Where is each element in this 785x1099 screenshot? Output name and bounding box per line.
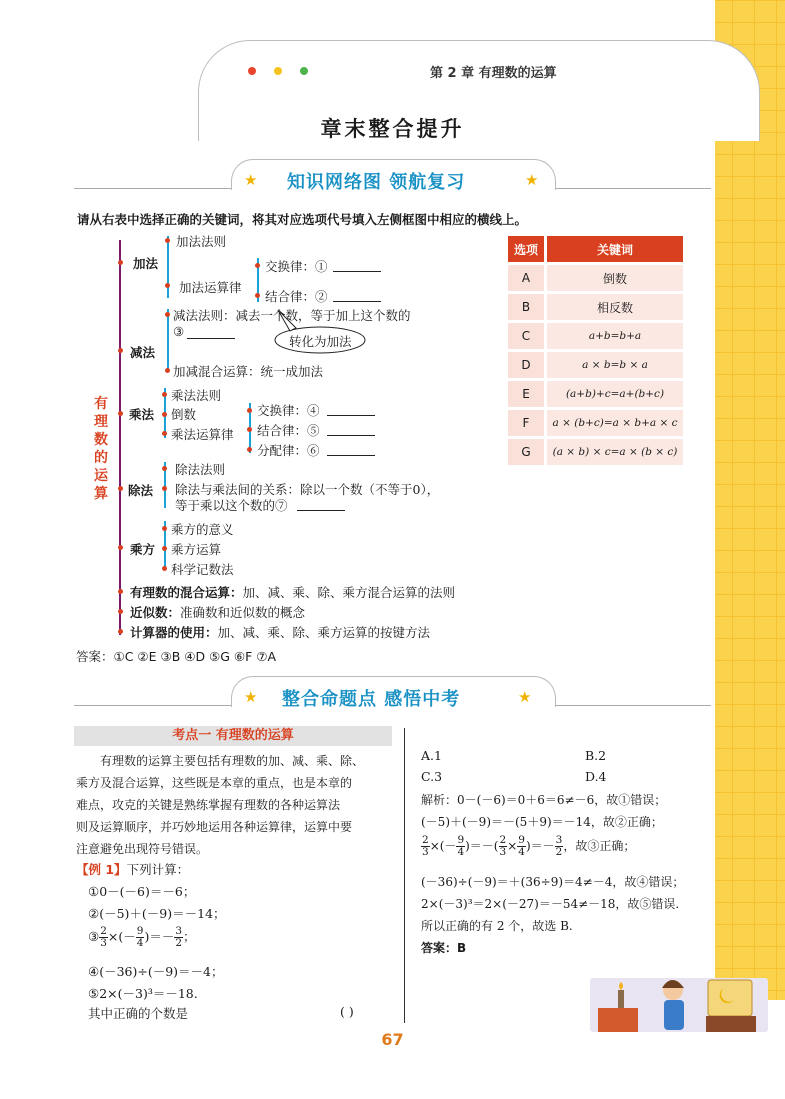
pow-op: 乘方运算 — [171, 542, 222, 557]
bullet-dot — [162, 546, 167, 551]
add-laws: 加法运算律 — [179, 280, 242, 295]
mul-assoc: 结合律：⑤ — [257, 423, 320, 438]
div-rule: 除法法则 — [175, 462, 226, 477]
tree-trunk-line — [119, 240, 121, 635]
table-cell: B — [508, 294, 544, 320]
red-dot-icon — [248, 67, 256, 75]
table-row — [508, 265, 683, 291]
table-row — [508, 410, 683, 436]
trunk-node — [118, 589, 123, 594]
sub-label: 减法 — [130, 345, 156, 360]
option-c[interactable]: C.3 — [421, 769, 443, 784]
solution-line-4: (－36)÷(－9)＝＋(36÷9)＝4≠－4，故④错误； — [421, 875, 685, 889]
bullet-dot — [162, 392, 167, 397]
trunk-node — [118, 629, 123, 634]
kaodian-heading: 考点一 有理数的运算 — [74, 726, 392, 746]
blank-5[interactable] — [327, 421, 375, 436]
bullet-dot — [255, 263, 260, 268]
mul-label: 乘法 — [129, 407, 155, 422]
table-cell: 相反数 — [544, 294, 683, 320]
section-rule-left — [74, 705, 232, 706]
bullet-dot — [165, 283, 170, 288]
table-cell: G — [508, 439, 544, 465]
solution-line-6: 所以正确的有 2 个，故选 B. — [421, 919, 573, 933]
bubble-text: 转化为加法 — [289, 334, 352, 349]
bullet-dot — [255, 293, 260, 298]
table-cell: C — [508, 323, 544, 349]
section-rule-left — [74, 188, 232, 189]
bullet-dot — [165, 312, 170, 317]
blank-4[interactable] — [327, 401, 375, 416]
table-cell: 倒数 — [544, 265, 683, 291]
table-cell: a+b=b+a — [544, 323, 683, 349]
question-text: 其中正确的个数是 — [88, 1006, 189, 1021]
yellow-dot-icon — [274, 67, 282, 75]
paragraph-line: 注意避免出现符号错误。 — [76, 842, 209, 856]
paragraph-line: 则及运算顺序，并巧妙地运用各种运算律，运算中要 — [76, 820, 353, 834]
star-icon: ★ — [518, 688, 532, 706]
blank-2[interactable] — [333, 287, 381, 302]
add-rule: 加法法则 — [176, 234, 227, 249]
solution-answer: 答案：B — [421, 941, 467, 955]
page-title: 章末整合提升 — [320, 117, 465, 141]
table-cell: F — [508, 410, 544, 436]
solution-line-1: 解析：0－(－6)＝0＋6＝6≠－6，故①错误； — [421, 793, 667, 807]
section-rule-right — [554, 188, 711, 189]
trunk-node — [118, 411, 123, 416]
trunk-node — [118, 609, 123, 614]
bullet-dot — [247, 427, 252, 432]
mul-rule: 乘法法则 — [171, 388, 222, 403]
trunk-node — [118, 260, 123, 265]
option-d[interactable]: D.4 — [585, 769, 607, 784]
mul-laws: 乘法运算律 — [171, 427, 234, 442]
bullet-dot — [247, 447, 252, 452]
calc-item-1: ①0－(－6)＝－6； — [88, 884, 196, 899]
mul-dist: 分配律：⑥ — [257, 443, 320, 458]
table-header: 关键词 — [544, 236, 683, 262]
root-label: 有 理 数 的 运 算 — [94, 396, 108, 502]
extra-approx: 近似数：准确数和近似数的概念 — [130, 605, 306, 620]
table-row — [508, 294, 683, 320]
trunk-node — [118, 545, 123, 550]
paragraph-line: 难点，攻克的关键是熟练掌握有理数的各种运算法 — [76, 798, 341, 812]
trunk-node — [118, 348, 123, 353]
calc-item-5: ⑤2×(－3)³＝－18. — [88, 986, 198, 1001]
paragraph-line: 有理数的运算主要包括有理数的加、减、乘、除、 — [100, 754, 365, 768]
table-cell: a × (b+c)=a × b+a × c — [544, 410, 683, 436]
section-rule-right — [554, 705, 711, 706]
green-dot-icon — [300, 67, 308, 75]
bullet-dot — [165, 368, 170, 373]
div-label: 除法 — [128, 483, 154, 498]
table-header: 选项 — [508, 236, 544, 262]
star-icon: ★ — [244, 688, 258, 706]
bullet-dot — [247, 408, 252, 413]
solution-line-2: (－5)＋(－9)＝－(5＋9)＝－14，故②正确； — [421, 815, 663, 829]
add-assoc: 结合律：② — [265, 289, 328, 304]
keyword-table — [508, 233, 683, 468]
option-b[interactable]: B.2 — [585, 748, 607, 763]
sub-rule-blank: ③ — [173, 324, 185, 339]
instruction-text: 请从右表中选择正确的关键词，将其对应选项代号填入左侧框图中相应的横线上。 — [77, 212, 528, 227]
sub-mixed: 加减混合运算：统一成加法 — [173, 364, 324, 379]
blank-7[interactable] — [297, 496, 345, 511]
paragraph-line: 乘方及混合运算，这些既是本章的重点，也是本章的 — [76, 776, 353, 790]
blank-3[interactable] — [187, 324, 235, 339]
sub-rule: 减法法则：减去一个数，等于加上这个数的 — [173, 308, 411, 323]
table-cell: (a × b) × c=a × (b × c) — [544, 439, 683, 465]
bullet-dot — [162, 431, 167, 436]
bullet-dot — [162, 466, 167, 471]
table-cell: A — [508, 265, 544, 291]
extra-mixed: 有理数的混合运算：加、减、乘、除、乘方混合运算的法则 — [130, 585, 456, 600]
option-a[interactable]: A.1 — [421, 748, 442, 763]
bullet-dot — [165, 238, 170, 243]
pow-meaning: 乘方的意义 — [171, 522, 234, 537]
example-heading: 【例 1】下列计算： — [76, 862, 190, 877]
bullet-dot — [162, 566, 167, 571]
mul-reciprocal: 倒数 — [171, 407, 197, 422]
answer-paren: ( ) — [340, 1004, 354, 1019]
mul-comm: 交换律：④ — [257, 403, 320, 418]
bullet-dot — [162, 486, 167, 491]
add-label: 加法 — [133, 256, 159, 271]
div-relation-blank: 等于乘以这个数的⑦ — [175, 498, 288, 513]
intro-paragraph — [76, 750, 392, 860]
table-header-row — [508, 236, 683, 262]
extra-calculator: 计算器的使用：加、减、乘、除、乘方运算的按键方法 — [130, 625, 431, 640]
chapter-label: 第 2 章 有理数的运算 — [430, 66, 557, 81]
answer-line: 答案：①C ②E ③B ④D ⑤G ⑥F ⑦A — [76, 649, 277, 664]
table-row — [508, 439, 683, 465]
table-cell: E — [508, 381, 544, 407]
table-cell: (a+b)+c=a+(b+c) — [544, 381, 683, 407]
table-cell: D — [508, 352, 544, 378]
table-row — [508, 323, 683, 349]
calc-item-2: ②(－5)＋(－9)＝－14； — [88, 906, 226, 921]
trunk-node — [118, 486, 123, 491]
calc-item-4: ④(－36)÷(－9)＝－4； — [88, 964, 224, 979]
calc-item-3: ③ $\frac{2}{3}$ ×(－ $\frac{9}{4}$ )＝－ $\frac{3}{2}$ ； — [88, 925, 196, 949]
cartoon-illustration — [588, 968, 770, 1034]
pow-sci: 科学记数法 — [171, 562, 234, 577]
solution-line-5: 2×(－3)³＝2×(－27)＝－54≠－18，故⑤错误. — [421, 897, 680, 911]
page-number: 67 — [381, 1030, 404, 1049]
star-icon: ★ — [525, 171, 539, 189]
sub-branch-line — [167, 309, 169, 371]
pow-label: 乘方 — [130, 542, 156, 557]
blank-6[interactable] — [327, 441, 375, 456]
column-divider — [404, 728, 405, 1023]
section2-title: 整合命题点 感悟中考 — [282, 689, 461, 710]
table-row — [508, 381, 683, 407]
star-icon: ★ — [244, 171, 258, 189]
table-cell: a × b=b × a — [544, 352, 683, 378]
table-row — [508, 352, 683, 378]
blank-1[interactable] — [333, 257, 381, 272]
section1-title: 知识网络图 领航复习 — [287, 172, 466, 193]
bullet-dot — [162, 412, 167, 417]
bullet-dot — [162, 526, 167, 531]
add-branch-line — [167, 236, 169, 298]
add-comm: 交换律：① — [265, 259, 328, 274]
div-relation: 除法与乘法间的关系：除以一个数（不等于0）， — [175, 482, 440, 497]
solution-line-3: $\frac{2}{3}$ ×(－ $\frac{9}{4}$ )＝－( $\frac{2}{3}$ × $\frac{9}{4}$ )＝－ $\frac{3}{2}$ ，故③正确； — [422, 834, 636, 858]
